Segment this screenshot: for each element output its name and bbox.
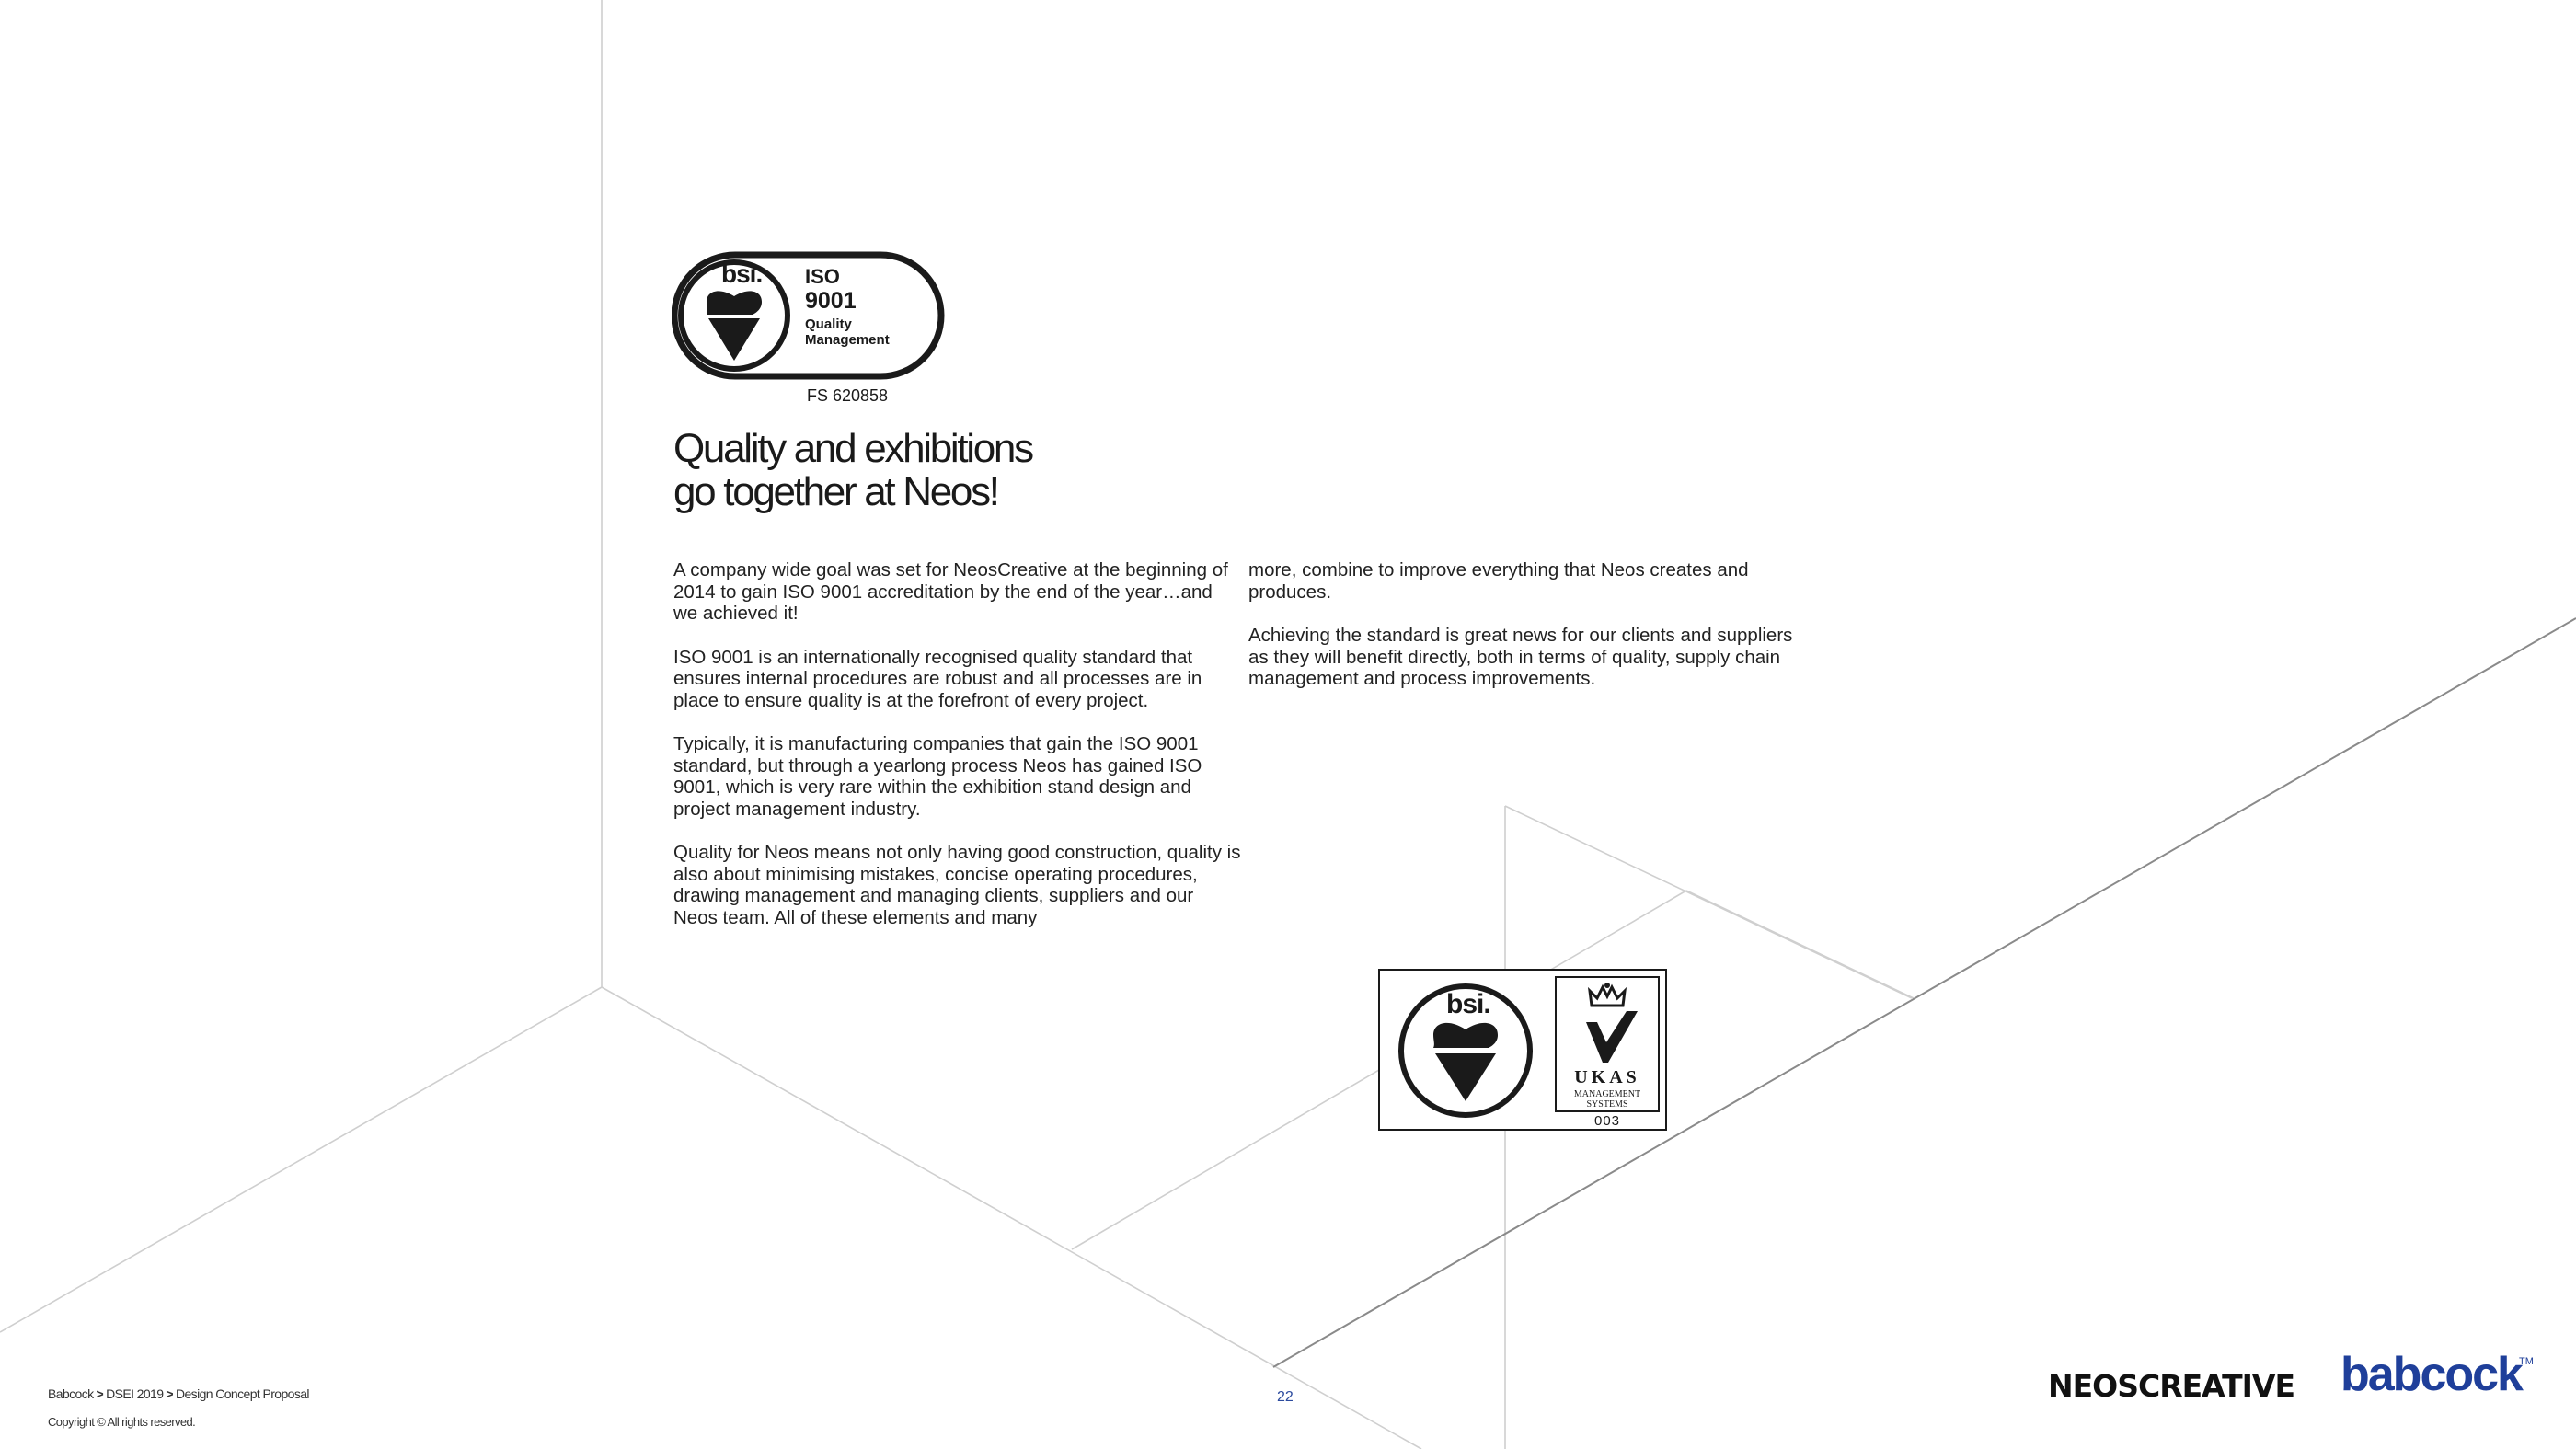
bsi-brand: bsi.: [1446, 989, 1490, 1019]
bsi-brand: bsi.: [721, 259, 763, 288]
breadcrumb-item: Babcock: [48, 1386, 94, 1401]
babcock-logo: babcock: [2340, 1348, 2522, 1401]
paragraph: Quality for Neos means not only having good construction, quality is also about minimising mistakes, concise operating procedures, drawing management and managing clients, suppliers and our Neos team. All of these elements and many: [673, 842, 1241, 928]
breadcrumb: [48, 1386, 309, 1401]
bsi-ukas-cert-mark: [1378, 969, 1667, 1131]
paragraph: ISO 9001 is an internationally recognised quality standard that ensures internal procedures are robust and all processes are in place to ensure quality is at the forefront of every project.: [673, 646, 1202, 711]
ukas-systems: SYSTEMS: [1586, 1099, 1628, 1110]
body-column-2: [1248, 559, 1800, 712]
paragraph: Achieving the standard is great news for our clients and suppliers as they will benefit directly, both in terms of quality, supply chain management and process improvements.: [1248, 625, 1793, 689]
trademark-mark: TM: [2519, 1356, 2534, 1367]
paragraph: more, combine to improve everything that Neos creates and produces.: [1248, 559, 1749, 603]
paragraph: Typically, it is manufacturing companies that gain the ISO 9001 standard, but through a yearlong process Neos has gained ISO 9001, which is very rare within the exhibition stand design and project management industry.: [673, 733, 1202, 820]
ukas-management: MANAGEMENT: [1573, 1089, 1641, 1099]
iso-9001-badge: [672, 250, 948, 411]
page-title: [673, 427, 1317, 513]
page-number: 22: [1277, 1389, 1294, 1405]
page-title-line-1: Quality and exhibitions: [673, 426, 1032, 471]
breadcrumb-item: DSEI 2019: [106, 1386, 164, 1401]
certificate-number: FS 620858: [807, 386, 889, 405]
page-title-line-2: go together at Neos!: [673, 469, 998, 514]
ukas-label: UKAS: [1574, 1067, 1640, 1087]
ukas-mark: [1555, 976, 1660, 1112]
iso-quality: Quality: [805, 316, 852, 332]
copyright: Copyright © All rights reserved.: [48, 1415, 196, 1429]
neoscreative-logo: NEOSCREATIVE: [2048, 1368, 2295, 1404]
breadcrumb-separator: >: [96, 1386, 104, 1401]
ukas-number: 003: [1593, 1113, 1621, 1129]
iso-badge-text: [805, 267, 890, 347]
crown-tick-icon: [1557, 978, 1658, 1066]
breadcrumb-separator: >: [166, 1386, 173, 1401]
iso-number: 9001: [805, 288, 857, 314]
iso-management: Management: [805, 332, 890, 348]
body-column-1: [673, 559, 1242, 950]
iso-label: ISO: [805, 265, 840, 288]
paragraph: A company wide goal was set for NeosCreative at the beginning of 2014 to gain ISO 9001 accreditation by the end of the year…and we achieved it!: [673, 559, 1228, 624]
breadcrumb-item: Design Concept Proposal: [175, 1386, 309, 1401]
